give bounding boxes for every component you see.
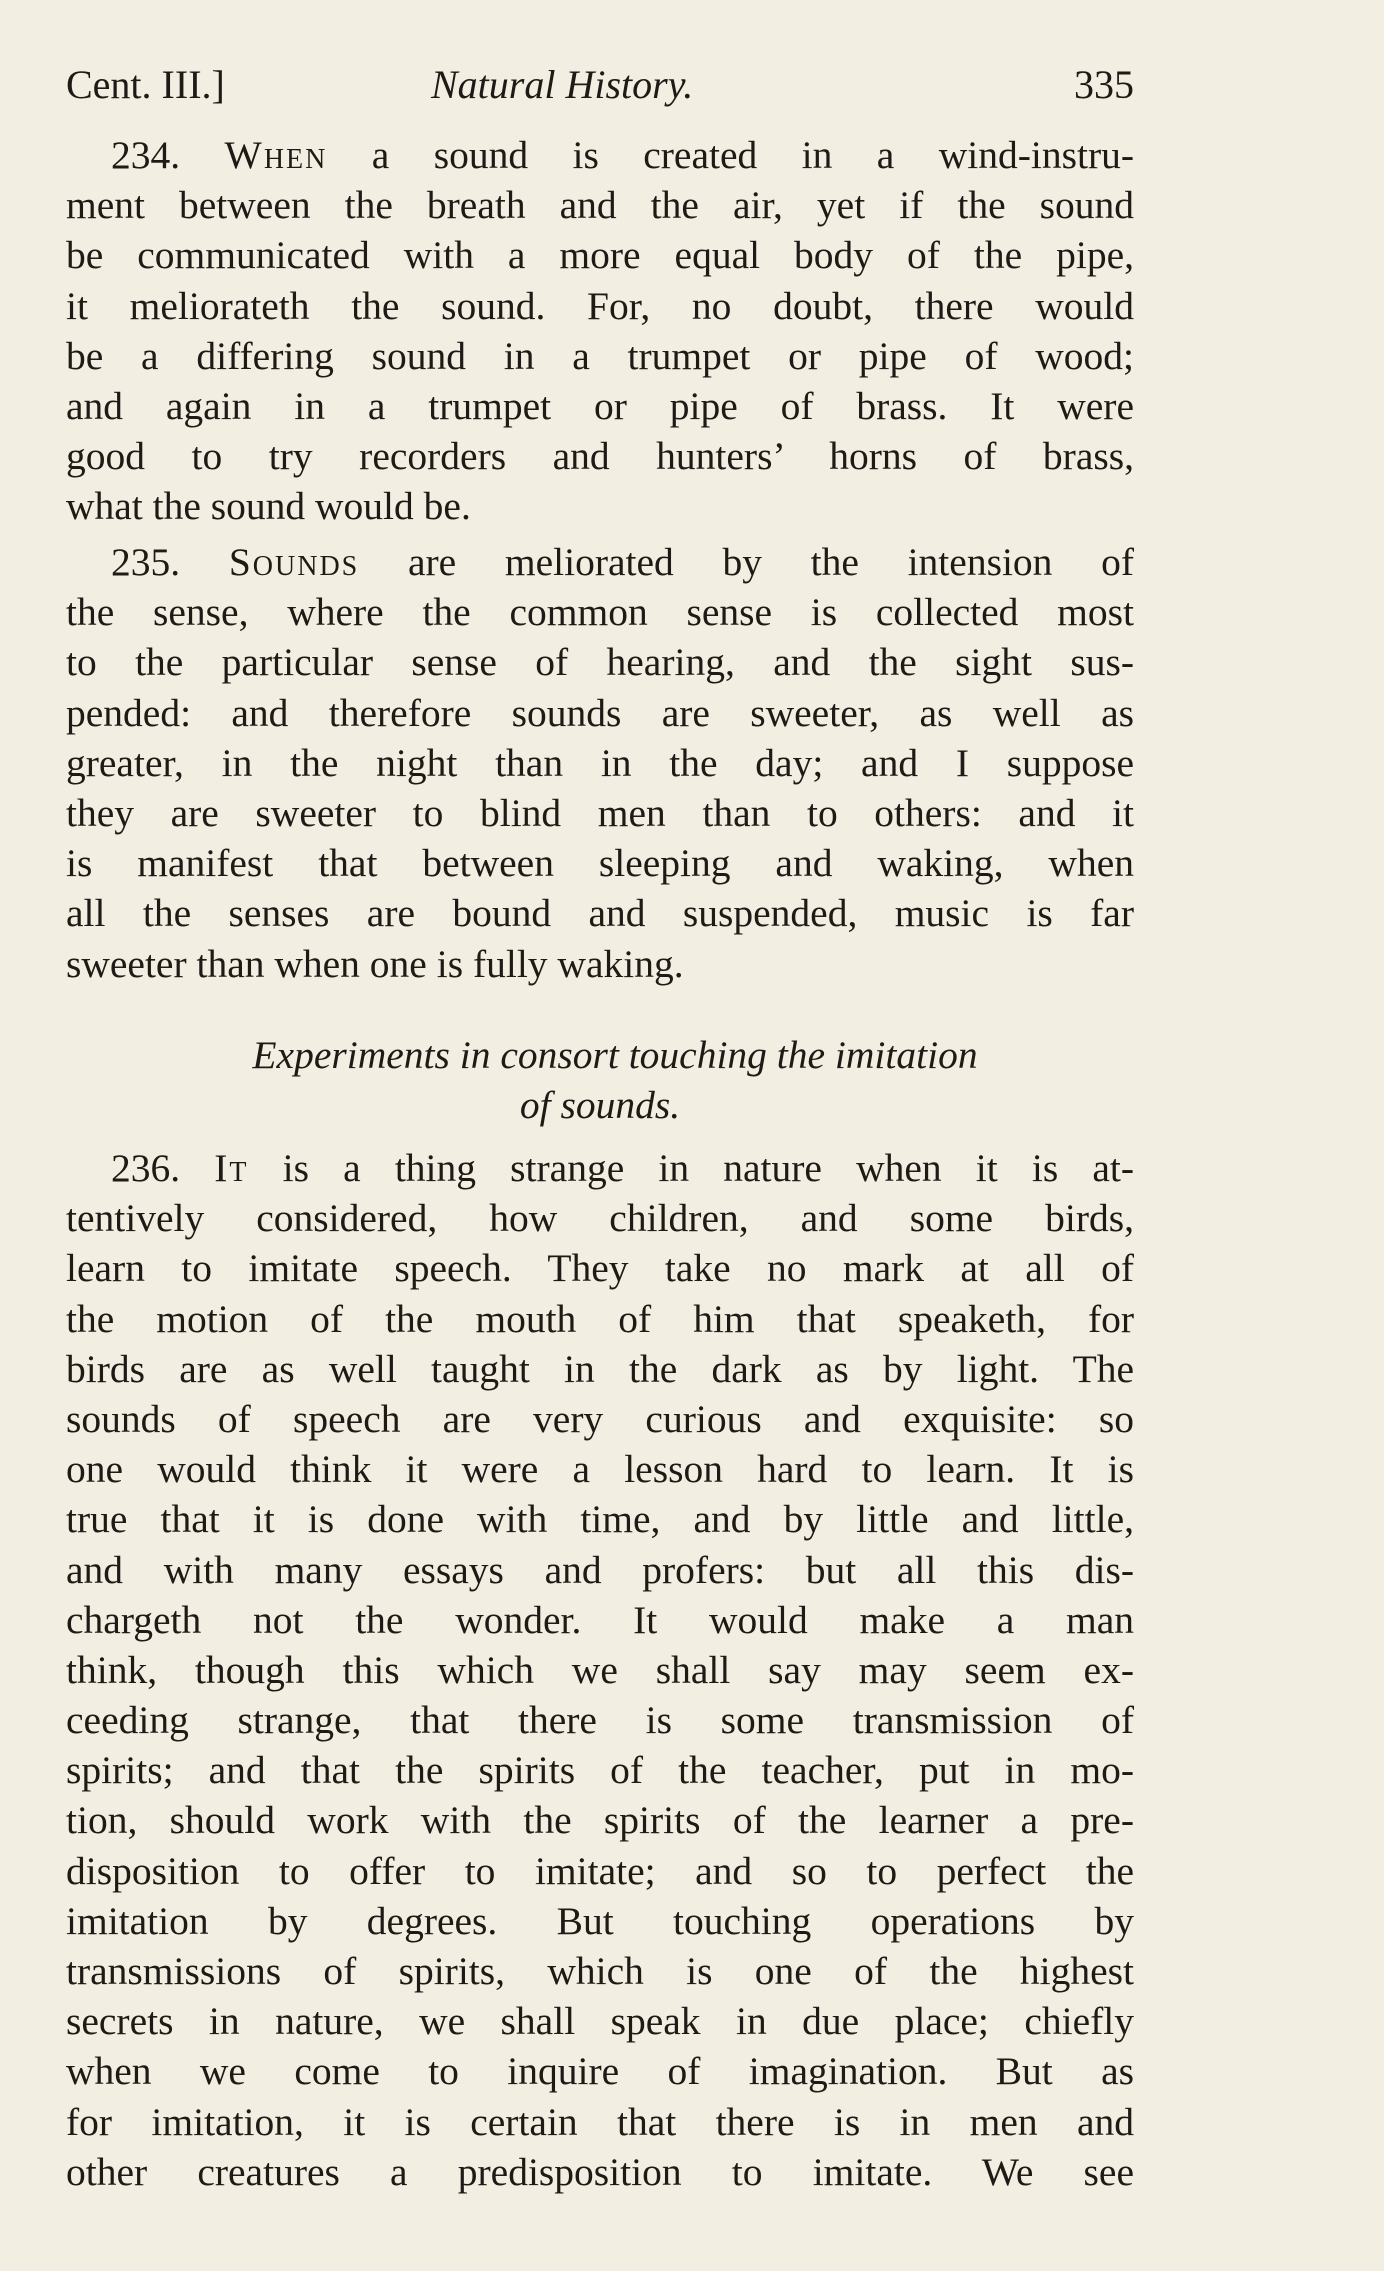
text-line: and again in a trumpet or pipe of brass. It were <box>66 383 1134 428</box>
text-line: sounds of speech are very curious and exquisite: so <box>66 1396 1134 1441</box>
text-line: secrets in nature, we shall speak in due place; chiefly <box>66 1999 1134 2044</box>
text-line: the motion of the mouth of him that speaketh, for <box>66 1296 1134 1341</box>
text-line: ceeding strange, that there is some transmission of <box>66 1698 1134 1743</box>
text-line: spirits; and that the spirits of the teacher, put in mo- <box>66 1748 1134 1793</box>
running-header <box>66 55 1134 115</box>
text-line: other creatures a predisposition to imitate. We see <box>66 2149 1134 2194</box>
text-line: for imitation, it is certain that there is in men and <box>66 2099 1134 2144</box>
paragraph-number: 235. <box>111 540 181 584</box>
text-line: tion, should work with the spirits of the learner a pre- <box>66 1798 1134 1843</box>
text-line: and with many essays and profers: but all this dis- <box>66 1547 1134 1592</box>
text-line: think, though this which we shall say may seem ex- <box>66 1647 1134 1692</box>
text-line: is manifest that between sleeping and waking, when <box>66 841 1134 886</box>
text-line: chargeth not the wonder. It would make a man <box>66 1597 1134 1642</box>
text-line: greater, in the night than in the day; and I suppose <box>66 740 1134 785</box>
text-line: 235. Sounds are meliorated by the intension of <box>111 540 1134 584</box>
text-line: imitation by degrees. But touching operations by <box>66 1898 1134 1943</box>
text-line: the sense, where the common sense is collected most <box>66 590 1134 635</box>
heading-line: Experiments in consort touching the imitation <box>252 1033 978 1077</box>
paragraph-lead-word: When <box>224 133 328 177</box>
text-line: transmissions of spirits, which is one of the highest <box>66 1949 1134 1993</box>
paragraph-lead-word: It <box>214 1146 249 1190</box>
text-line: one would think it were a lesson hard to learn. It is <box>66 1447 1134 1492</box>
text-line: learn to imitate speech. They take no mark at all of <box>66 1246 1134 1291</box>
text-line: to the particular sense of hearing, and the sight sus- <box>66 640 1134 685</box>
text-line: 234. When a sound is created in a wind-instru- <box>111 133 1134 177</box>
header-century: Cent. III.] <box>66 62 225 107</box>
text-line: true that it is done with time, and by little and little, <box>66 1497 1134 1542</box>
text-line: disposition to offer to imitate; and so to perfect the <box>66 1848 1134 1893</box>
page-number: 335 <box>1074 62 1134 107</box>
text-line: what the sound would be. <box>66 484 471 529</box>
text-line: birds are as well taught in the dark as by light. The <box>66 1346 1134 1391</box>
text-line: ment between the breath and the air, yet if the sound <box>66 183 1134 228</box>
text-line: all the senses are bound and suspended, music is far <box>66 891 1134 936</box>
text-line: it meliorateth the sound. For, no doubt, there would <box>66 283 1134 328</box>
text-line: 236. It is a thing strange in nature when it is at- <box>111 1146 1134 1190</box>
text-line: they are sweeter to blind men than to others: and it <box>66 790 1134 835</box>
text-line: sweeter than when one is fully waking. <box>66 941 684 986</box>
heading-line: of sounds. <box>519 1083 681 1127</box>
section-heading <box>66 1030 1134 1130</box>
text-line: pended: and therefore sounds are sweeter, as well as <box>66 690 1134 735</box>
header-title: Natural History. <box>431 62 694 107</box>
text-line: be a differing sound in a trumpet or pipe of wood; <box>66 333 1134 378</box>
text-line: tentively considered, how children, and some birds, <box>66 1196 1134 1241</box>
text-line: when we come to inquire of imagination. But as <box>66 2049 1134 2094</box>
text-line: be communicated with a more equal body of the pipe, <box>66 233 1134 278</box>
paragraph-236 <box>66 1143 1134 2197</box>
paragraph-number: 236. <box>111 1146 181 1190</box>
paragraph-number: 234. <box>111 133 181 177</box>
text-line: good to try recorders and hunters’ horns of brass, <box>66 434 1134 479</box>
paragraph-234 <box>66 130 1134 532</box>
paragraph-235 <box>66 537 1134 989</box>
paragraph-lead-word: Sounds <box>228 540 360 584</box>
